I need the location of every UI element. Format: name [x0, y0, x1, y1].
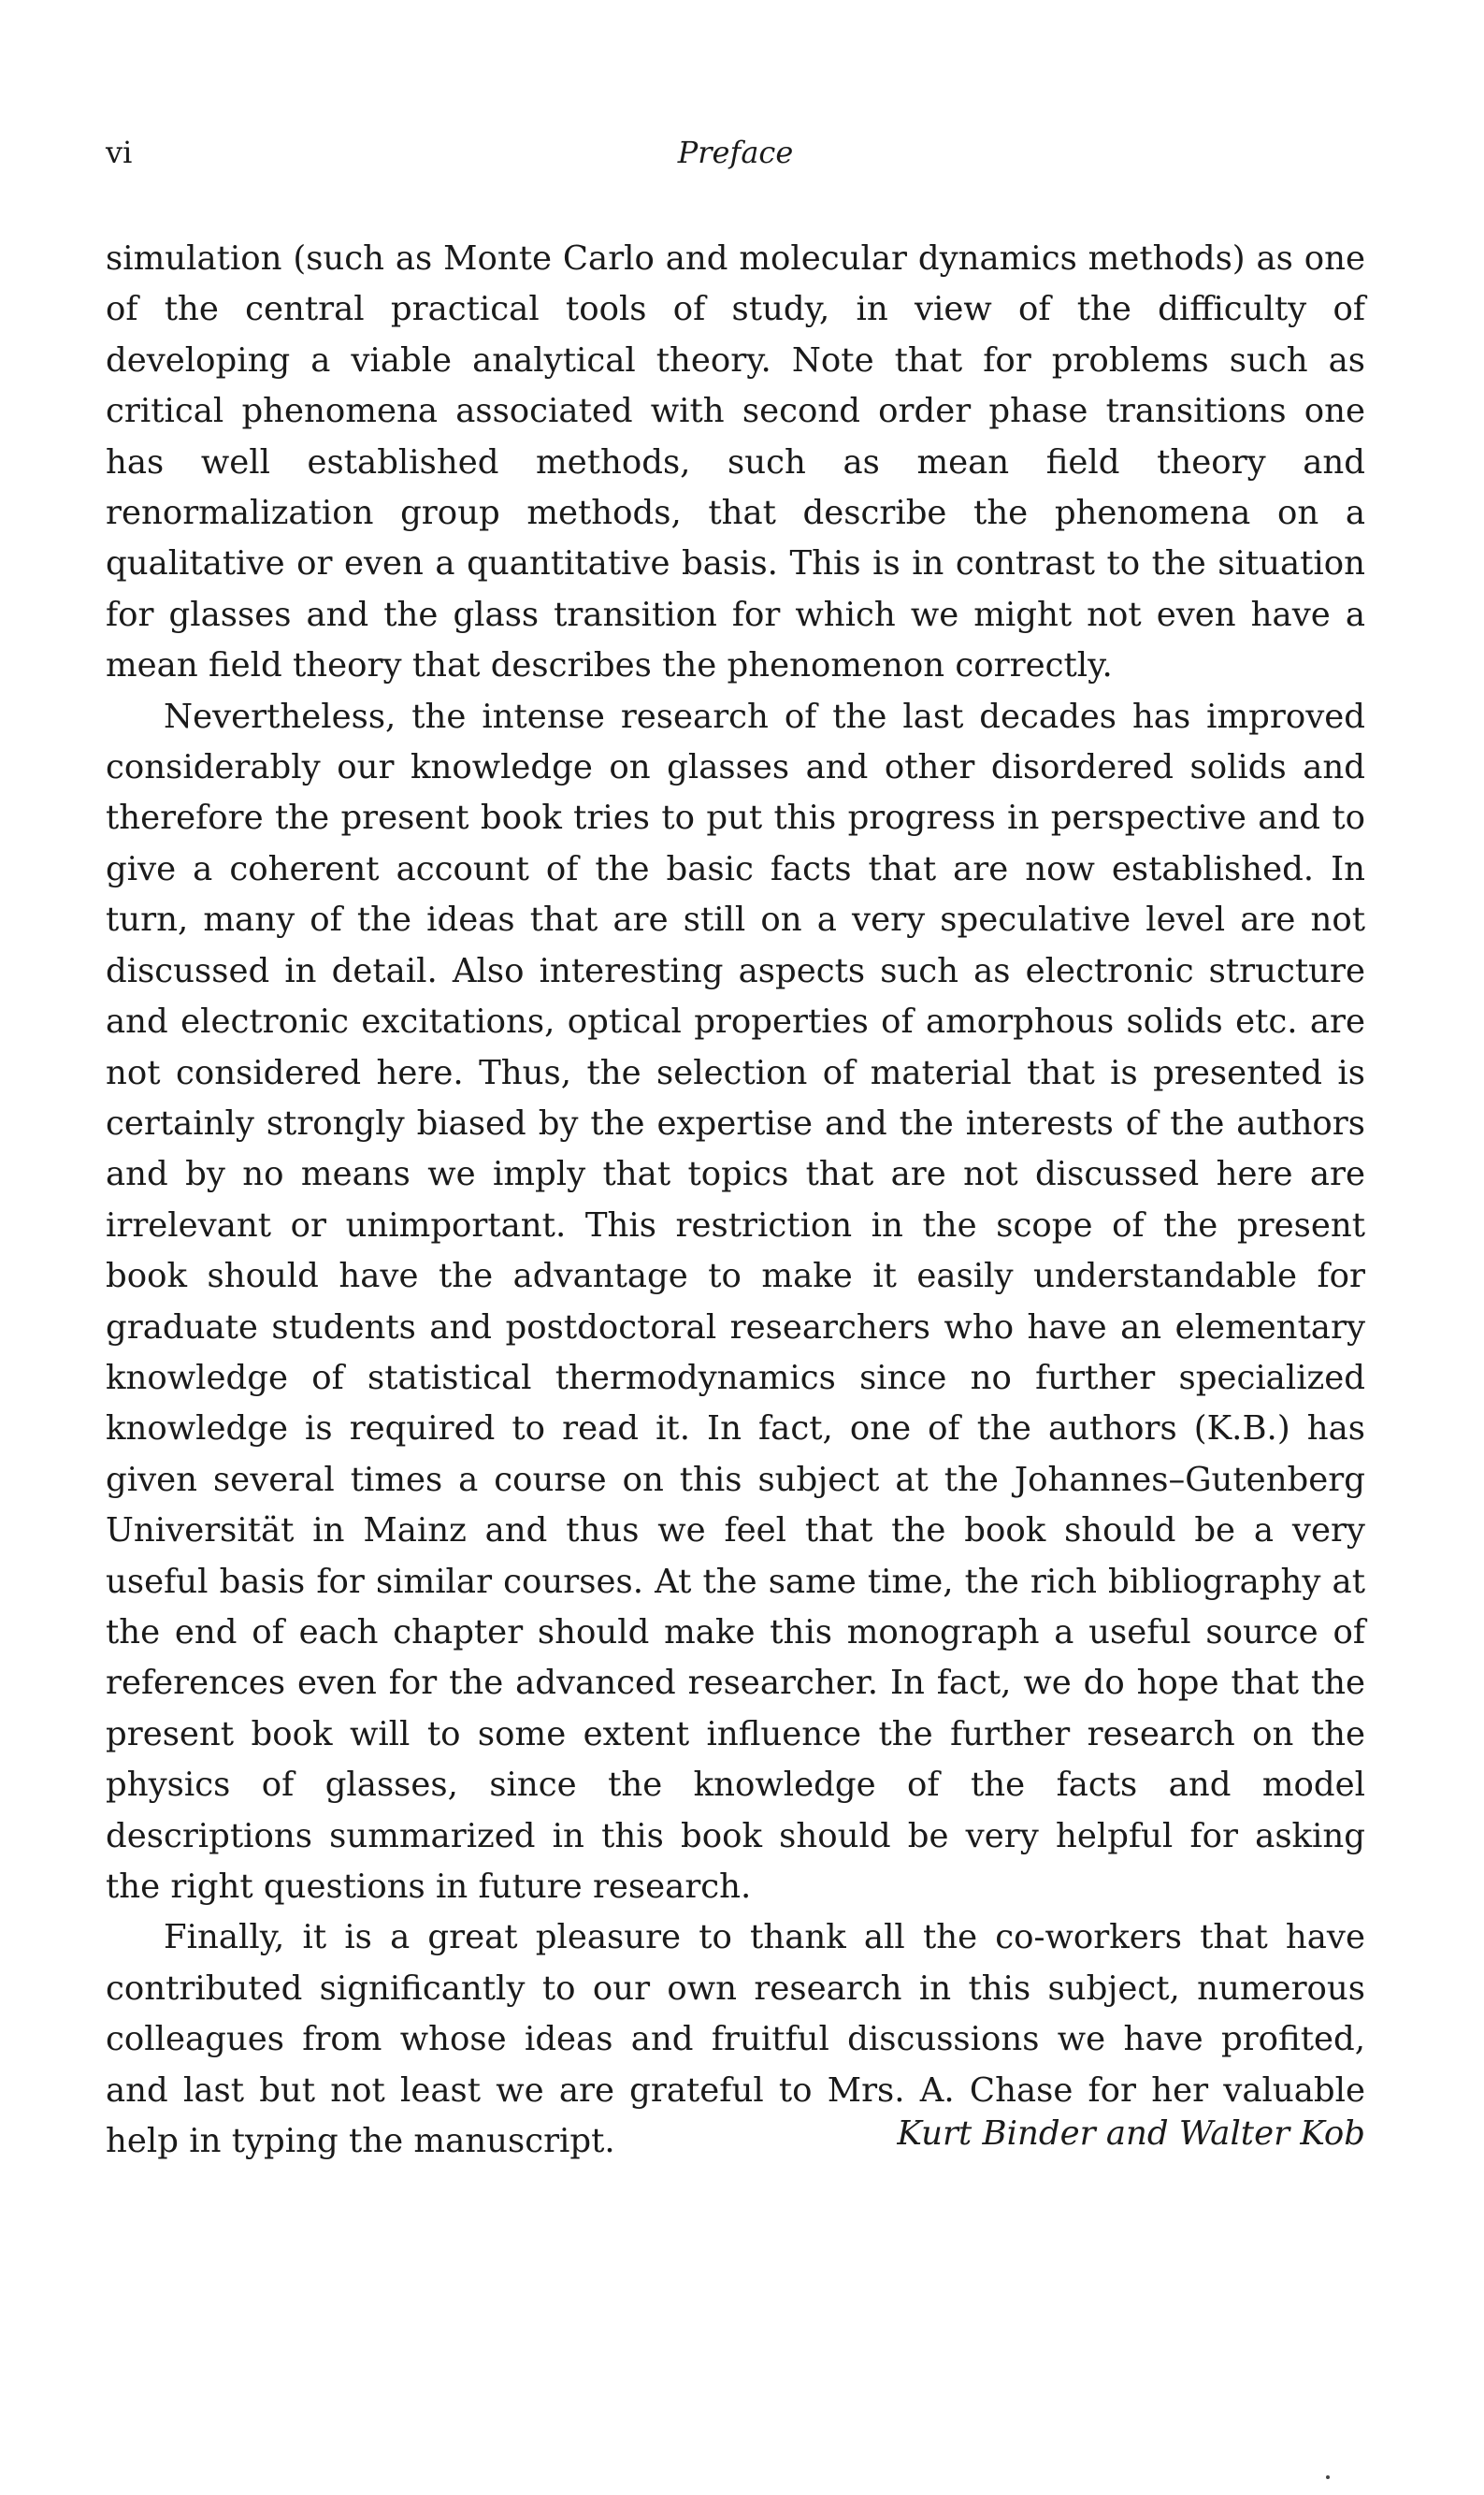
- author-signature: Kurt Binder and Walter Kob: [897, 2114, 1365, 2153]
- running-head: [106, 129, 1365, 176]
- page-number: vi: [106, 135, 133, 170]
- paragraph-scope: Nevertheless, the intense research of the last decades has improved considerably our knowledge on glasses and other disordered solids and therefore the present book tries to put this progress in perspective and to give a coherent account of the basic facts that are now established. In turn, many of the ideas that are still on a very speculative level are not discussed in detail. Also interesting aspects such as electronic structure and electronic excitations, optical properties of amorphous solids etc. are not considered here. Thus, the selection of material that is presented is certainly strongly biased by the expertise and the interests of the authors and by no means we imply that topics that are not discussed here are irrelevant or unimportant. This restriction in the scope of the present book should have the advantage to make it easily understandable for graduate students and postdoctoral researchers who have an elementary knowledge of statistical thermodynamics since no further specialized knowledge is required to read it. In fact, one of the authors (K.B.) has given several times a course on this subject at the Johannes–Gutenberg Universität in Mainz and thus we feel that the book should be a very useful basis for similar courses. At the same time, the rich bibliography at the end of each chapter should make this monograph a useful source of references even for the advanced researcher. In fact, we do hope that the present book will to some extent influence the further research on the physics of glasses, since the knowledge of the facts and model descriptions summarized in this book should be very helpful for asking the right questions in future research.: [106, 697, 1365, 1906]
- paragraph-acknowledgements: Finally, it is a great pleasure to thank all the co-workers that have contributed significantly to our own research in this subject, numerous colleagues from whose ideas and fruitful discussions we have profited, and last but not least we are grateful to Mrs. A. Chase for her valuable help in typing the manuscript.: [106, 1918, 1365, 2161]
- running-title: Preface: [677, 135, 794, 170]
- print-speck: [1326, 2475, 1330, 2479]
- preface-body: [106, 234, 1365, 2167]
- paragraph-continuation: simulation (such as Monte Carlo and molecular dynamics methods) as one of the central practical tools of study, in view of the difficulty of developing a viable analytical theory. Note that for problems such as critical phenomena associated with second order phase transitions one has well established methods, such as mean field theory and renormalization group methods, that describe the phenomena on a qualitative or even a quantitative basis. This is in contrast to the situation for glasses and the glass transition for which we might not even have a mean field theory that describes the phenomenon correctly.: [106, 239, 1365, 685]
